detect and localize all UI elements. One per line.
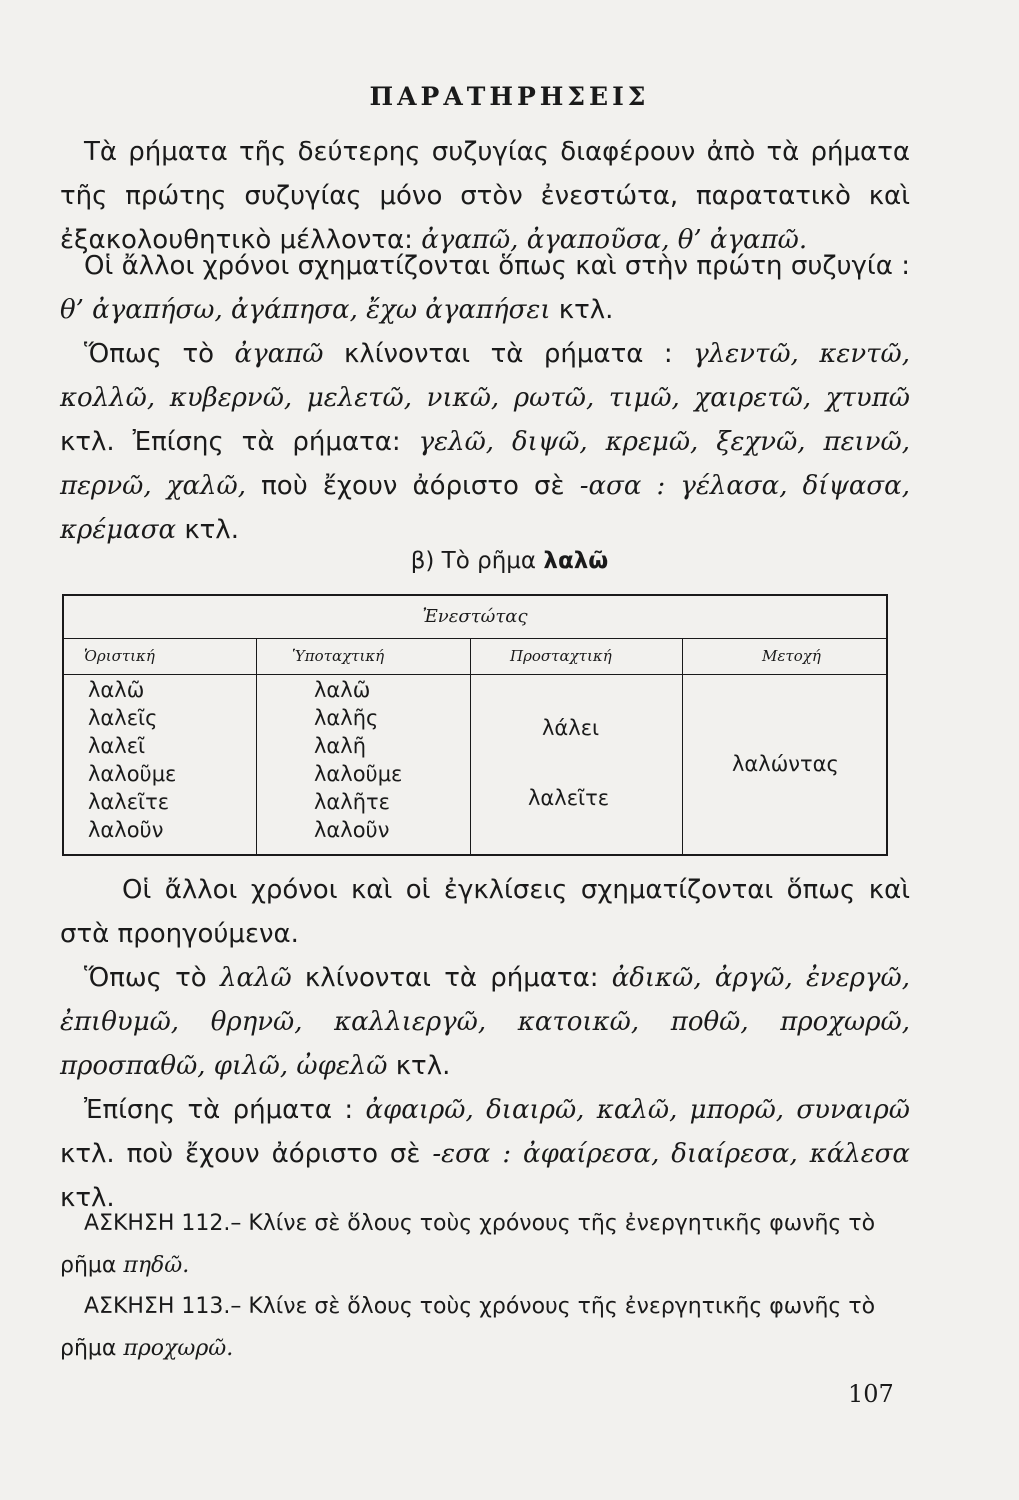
exercise-text: ΑΣΚΗΣΗ 113.– Κλίνε σὲ ὅλους τοὺς χρόνους τῆς ἐνεργητικῆς φωνῆς τὸ ρῆμα bbox=[60, 1294, 876, 1361]
conjugation-table bbox=[62, 594, 888, 856]
list-item: λαλῶ bbox=[88, 678, 145, 702]
paragraph-text: Οἱ ἄλλοι χρόνοι καὶ οἱ ἐγκλίσεις σχηματίζονται ὅπως καὶ στὰ προηγούμενα. bbox=[60, 875, 910, 949]
list-item: λαλῆς bbox=[314, 706, 379, 730]
paragraph-differences bbox=[60, 130, 910, 262]
exercise-verb: προχωρῶ. bbox=[123, 1336, 234, 1361]
imperative-singular: λάλει bbox=[542, 716, 600, 740]
tense-header: Ἐνεστώτας bbox=[64, 596, 886, 639]
list-item: λαλοῦν bbox=[314, 818, 390, 842]
example-words: θ’ ἀγαπήσω, ἀγάπησα, ἔχω ἀγαπήσει bbox=[60, 295, 551, 325]
paragraph-text: κλίνονται τὰ ρήματα : bbox=[323, 339, 694, 369]
paragraph-text: Οἱ ἄλλοι χρόνοι σχηματίζονται ὅπως καὶ στὴν πρώτη συζυγία : bbox=[84, 251, 910, 281]
paragraph-like-agapo bbox=[60, 332, 910, 552]
list-item: λαλεῖ bbox=[88, 734, 146, 758]
participle-form: λαλώντας bbox=[732, 752, 839, 776]
list-item: λαλῶ bbox=[314, 678, 371, 702]
header-indicative: Ὁριστική bbox=[84, 647, 155, 665]
example-words: -ασα : γέλασα, δίψασα, κρέμασα bbox=[60, 471, 910, 545]
exercise-verb: πηδῶ. bbox=[123, 1253, 190, 1278]
mood-header-row bbox=[64, 638, 886, 675]
header-subjunctive: Ὑποταχτική bbox=[292, 647, 385, 665]
list-item: λαλῆ bbox=[314, 734, 367, 758]
header-participle: Μετοχή bbox=[762, 647, 821, 665]
exercise-text: ΑΣΚΗΣΗ 112.– Κλίνε σὲ ὅλους τοὺς χρόνους τῆς ἐνεργητικῆς φωνῆς τὸ ρῆμα bbox=[60, 1211, 876, 1278]
paragraph-text: Ὅπως τὸ bbox=[84, 339, 235, 369]
subjunctive-forms bbox=[314, 676, 402, 844]
example-words: γλεντῶ, κεντῶ, κολλῶ, κυβερνῶ, μελετῶ, νικῶ, ρωτῶ, τιμῶ, χαιρετῶ, χτυπῶ bbox=[60, 339, 910, 413]
paragraph-tail: κτλ. bbox=[176, 515, 239, 545]
paragraph-text: ποὺ ἔχουν ἀόριστο σὲ bbox=[246, 471, 580, 501]
example-words: ἀφαιρῶ, διαιρῶ, καλῶ, μπορῶ, συναιρῶ bbox=[365, 1095, 910, 1125]
paragraph-text: κτλ. ποὺ ἔχουν ἀόριστο σὲ bbox=[60, 1139, 433, 1169]
paragraph-text: Τὰ ρήματα τῆς δεύτερης συζυγίας διαφέρουν ἀπὸ τὰ ρήματα τῆς πρώτης συζυγίας μόνο στὸν ἐνεστώτα, παρατατικὸ καὶ ἐξακολουθητικὸ μέλλοντα: bbox=[60, 137, 910, 255]
paragraph-text: Ἐπίσης τὰ ρήματα : bbox=[84, 1095, 366, 1125]
list-item: λαλῆτε bbox=[314, 790, 391, 814]
indicative-forms bbox=[88, 676, 176, 844]
list-item: λαλοῦν bbox=[88, 818, 164, 842]
paragraph-aorist-esa bbox=[60, 1088, 910, 1220]
list-item: λαλεῖτε bbox=[88, 790, 170, 814]
column-divider bbox=[470, 638, 471, 854]
column-divider bbox=[682, 638, 683, 854]
model-verb: ἀγαπῶ bbox=[234, 339, 324, 369]
paragraph-text: κλίνονται τὰ ρήματα: bbox=[291, 963, 612, 993]
paragraph-other-moods bbox=[60, 868, 910, 956]
subheading-verb: λαλῶ bbox=[543, 548, 609, 574]
column-divider bbox=[256, 638, 257, 854]
paragraph-like-lalo bbox=[60, 956, 910, 1088]
paragraph-text: Ὅπως τὸ bbox=[84, 963, 220, 993]
section-heading: ΠΑΡΑΤΗΡΗΣΕΙΣ bbox=[369, 82, 650, 111]
header-imperative: Προσταχτική bbox=[510, 647, 612, 665]
example-words: γελῶ, διψῶ, κρεμῶ, ξεχνῶ, πεινῶ, περνῶ, χαλῶ, bbox=[60, 427, 910, 501]
list-item: λαλοῦμε bbox=[88, 762, 177, 786]
paragraph-text: κτλ. Ἐπίσης τὰ ρήματα: bbox=[60, 427, 419, 457]
page-number: 107 bbox=[848, 1380, 894, 1408]
example-words: ἀδικῶ, ἀργῶ, ἐνεργῶ, ἐπιθυμῶ, θρηνῶ, καλλιεργῶ, κατοικῶ, ποθῶ, προχωρῶ, προσπαθῶ, φιλῶ, ὠφελῶ bbox=[60, 963, 910, 1081]
paragraph-tail: κτλ. bbox=[387, 1051, 451, 1081]
subheading bbox=[0, 548, 1019, 574]
paragraph-tail: κτλ. bbox=[60, 1183, 115, 1213]
example-words: -εσα : ἀφαίρεσα, διαίρεσα, κάλεσα bbox=[432, 1139, 910, 1169]
example-words: ἀγαπῶ, ἀγαποῦσα, θ’ ἀγαπῶ. bbox=[421, 225, 808, 255]
exercise-112 bbox=[60, 1203, 910, 1287]
paragraph-tail: κτλ. bbox=[550, 295, 614, 325]
exercise-113 bbox=[60, 1286, 910, 1370]
subheading-prefix: β) Τὸ ρῆμα bbox=[410, 548, 537, 574]
list-item: λαλεῖς bbox=[88, 706, 158, 730]
paragraph-other-tenses bbox=[60, 244, 910, 332]
imperative-plural: λαλεῖτε bbox=[528, 786, 610, 810]
list-item: λαλοῦμε bbox=[314, 762, 403, 786]
model-verb: λαλῶ bbox=[219, 963, 292, 993]
